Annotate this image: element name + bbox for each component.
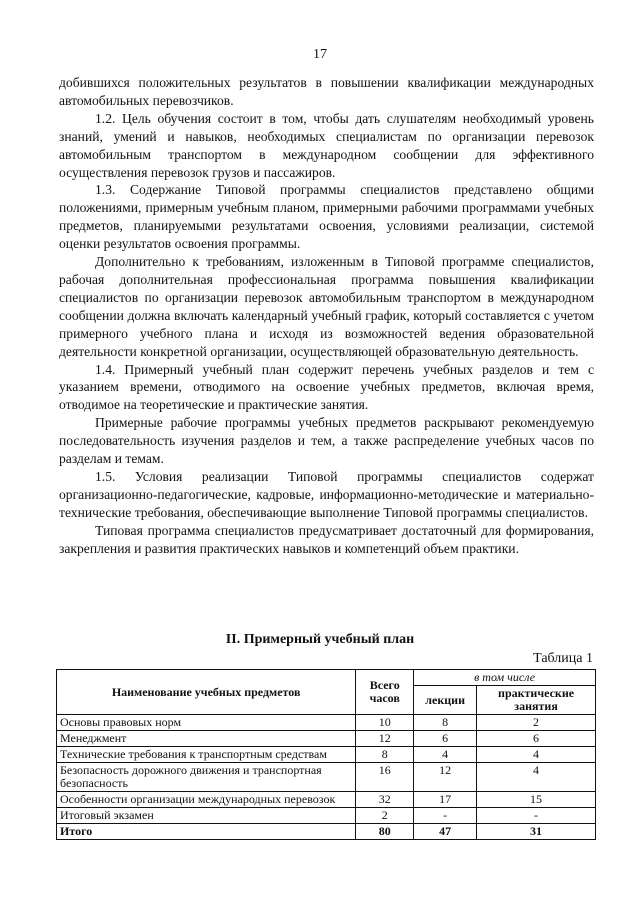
paragraph: Дополнительно к требованиям, изложенным в Типовой программе специалистов, рабочая дополнительная профессиональная программа повышения квалификации специалистов по организации перевозок автомобильным транспортом в международном сообщении должна включать календарный учебный график, который составляется с учетом примерного учебного плана и исходя из возможностей ведения образовательной деятельности конкретной организации, осуществляющей образовательную деятельность. — [59, 254, 594, 359]
paragraph: добившихся положительных результатов в повышении квалификации международных автомобильных перевозчиков. — [59, 75, 594, 108]
header-subject: Наименование учебных предметов — [57, 670, 356, 715]
table-row — [57, 731, 596, 747]
subject-cell: Особенности организации международных перевозок — [57, 792, 356, 808]
practical-cell: 2 — [477, 715, 596, 731]
table-row — [57, 763, 596, 792]
page-number: 17 — [313, 47, 327, 62]
paragraph: 1.2. Цель обучения состоит в том, чтобы дать слушателям необходимый уровень знаний, умений и навыков, необходимых специалистам по организации перевозок автомобильным транспортом в международном сообщении для эффективного осуществления перевозок грузов и пассажиров. — [59, 110, 594, 180]
paragraph: Примерные рабочие программы учебных предметов раскрывают рекомендуемую последовательность изучения разделов и тем, а также распределение учебных часов по разделам и темам. — [59, 415, 594, 467]
total-cell: 8 — [356, 747, 414, 763]
table-row — [57, 792, 596, 808]
subject-cell: Технические требования к транспортным средствам — [57, 747, 356, 763]
subject-cell: Итоговый экзамен — [57, 808, 356, 824]
section-title: II. Примерный учебный план — [225, 632, 415, 647]
table-row — [57, 808, 596, 824]
practical-cell: - — [477, 808, 596, 824]
lectures-cell: 12 — [414, 763, 477, 792]
total-cell: 10 — [356, 715, 414, 731]
lectures-cell: 6 — [414, 731, 477, 747]
subject-cell: Менеджмент — [57, 731, 356, 747]
body-text — [59, 74, 594, 557]
header-practical: практические занятия — [477, 686, 596, 715]
total-cell: 32 — [356, 792, 414, 808]
practical-cell: 4 — [477, 763, 596, 792]
lectures-cell: 8 — [414, 715, 477, 731]
lectures-cell: - — [414, 808, 477, 824]
paragraph: 1.5. Условия реализации Типовой программы специалистов содержат организационно-педагогические, кадровые, информационно-методические и материально-технические требования, обеспечивающие выполнение Типовой программы специалистов. — [59, 468, 594, 520]
header-total: Всего часов — [356, 670, 414, 715]
total-row — [57, 824, 596, 840]
lectures-cell: 4 — [414, 747, 477, 763]
header-including: в том числе — [414, 670, 596, 686]
curriculum-table — [56, 669, 596, 840]
lectures-cell: 47 — [414, 824, 477, 840]
practical-cell: 6 — [477, 731, 596, 747]
table-row — [57, 747, 596, 763]
lectures-cell: 17 — [414, 792, 477, 808]
total-cell: 2 — [356, 808, 414, 824]
total-cell: 16 — [356, 763, 414, 792]
paragraph: Типовая программа специалистов предусматривает достаточный для формирования, закрепления и развития практических навыков и компетенций объем практики. — [59, 522, 594, 556]
table-row — [57, 715, 596, 731]
practical-cell: 4 — [477, 747, 596, 763]
total-cell: 12 — [356, 731, 414, 747]
paragraph: 1.4. Примерный учебный план содержит перечень учебных разделов и тем с указанием времени, отводимого на освоение учебных предметов, включая время, отводимое на теоретические и практические занятия. — [59, 361, 594, 413]
table-caption: Таблица 1 — [533, 651, 593, 666]
practical-cell: 15 — [477, 792, 596, 808]
total-label-cell: Итого — [57, 824, 356, 840]
practical-cell: 31 — [477, 824, 596, 840]
subject-cell: Основы правовых норм — [57, 715, 356, 731]
subject-cell: Безопасность дорожного движения и транспортная безопасность — [57, 763, 356, 792]
total-cell: 80 — [356, 824, 414, 840]
header-lectures: лекции — [414, 686, 477, 715]
paragraph: 1.3. Содержание Типовой программы специалистов представлено общими положениями, примерным учебным планом, примерными рабочими программами учебных предметов, планируемыми результатами освоения, условиями реализации, системой оценки результатов освоения программы. — [59, 182, 594, 252]
